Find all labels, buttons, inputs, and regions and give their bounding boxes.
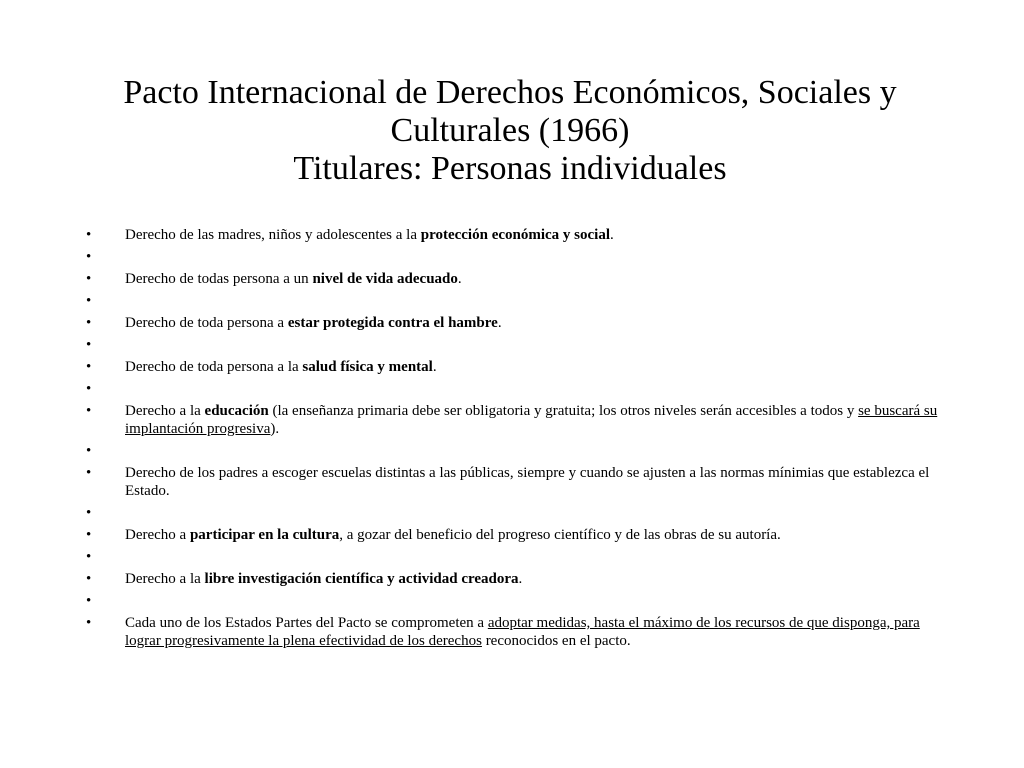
bullet-icon: • xyxy=(86,465,92,481)
bullet-icon: • xyxy=(86,571,92,587)
list-item-empty xyxy=(82,380,942,398)
title-line-2: Culturales (1966) xyxy=(390,112,630,149)
list-item-empty xyxy=(82,548,942,566)
title-line-3: Titulares: Personas individuales xyxy=(293,150,727,187)
list-item: • Derecho a la libre investigación científica y actividad creadora. xyxy=(86,571,523,587)
list-item-empty xyxy=(82,292,942,310)
bullet-icon: • xyxy=(86,227,92,243)
list-item: • Derecho de toda persona a la salud física y mental. xyxy=(86,359,437,375)
list-item: • Derecho de toda persona a estar protegida contra el hambre. xyxy=(86,315,502,331)
list-item: • Derecho de las madres, niños y adolescentes a la protección económica y social. xyxy=(86,227,614,243)
list-item-empty xyxy=(82,442,942,460)
title-line-1: Pacto Internacional de Derechos Económicos, Sociales y xyxy=(123,74,897,111)
bullet-icon: • xyxy=(86,593,92,609)
bullet-icon: • xyxy=(86,403,92,419)
bullet-icon: • xyxy=(86,381,92,397)
bullet-icon: • xyxy=(86,443,92,459)
list-item-empty xyxy=(82,248,942,266)
bullet-icon: • xyxy=(86,271,92,287)
bullet-icon: • xyxy=(86,615,92,631)
list-item: • Derecho a la educación (la enseñanza primaria debe ser obligatoria y gratuita; los otros niveles serán accesibles a todos y se buscará su implantación progresiva). xyxy=(86,403,938,437)
list-item-empty xyxy=(82,336,942,354)
list-item-empty xyxy=(82,504,942,522)
bullet-icon: • xyxy=(86,293,92,309)
bullet-icon: • xyxy=(86,337,92,353)
bullet-icon: • xyxy=(86,549,92,565)
bullet-icon: • xyxy=(86,249,92,265)
bullet-list xyxy=(82,226,942,654)
list-item-empty xyxy=(82,592,942,610)
bullet-icon: • xyxy=(86,359,92,375)
list-item: • Cada uno de los Estados Partes del Pacto se comprometen a adoptar medidas, hasta el máximo de los recursos de que disponga, para lograr progresivamente la plena efectividad de los derechos reconocidos en el pacto. xyxy=(86,615,920,649)
list-item: • Derecho de los padres a escoger escuelas distintas a las públicas, siempre y cuando se ajusten a las normas mínimias que establezca el Estado. xyxy=(86,465,930,499)
bullet-icon: • xyxy=(86,505,92,521)
bullet-icon: • xyxy=(86,315,92,331)
list-item: • Derecho a participar en la cultura, a gozar del beneficio del progreso científico y de las obras de su autoría. xyxy=(86,527,781,543)
slide-title xyxy=(60,74,960,188)
list-item: • Derecho de todas persona a un nivel de vida adecuado. xyxy=(86,271,462,287)
bullet-icon: • xyxy=(86,527,92,543)
